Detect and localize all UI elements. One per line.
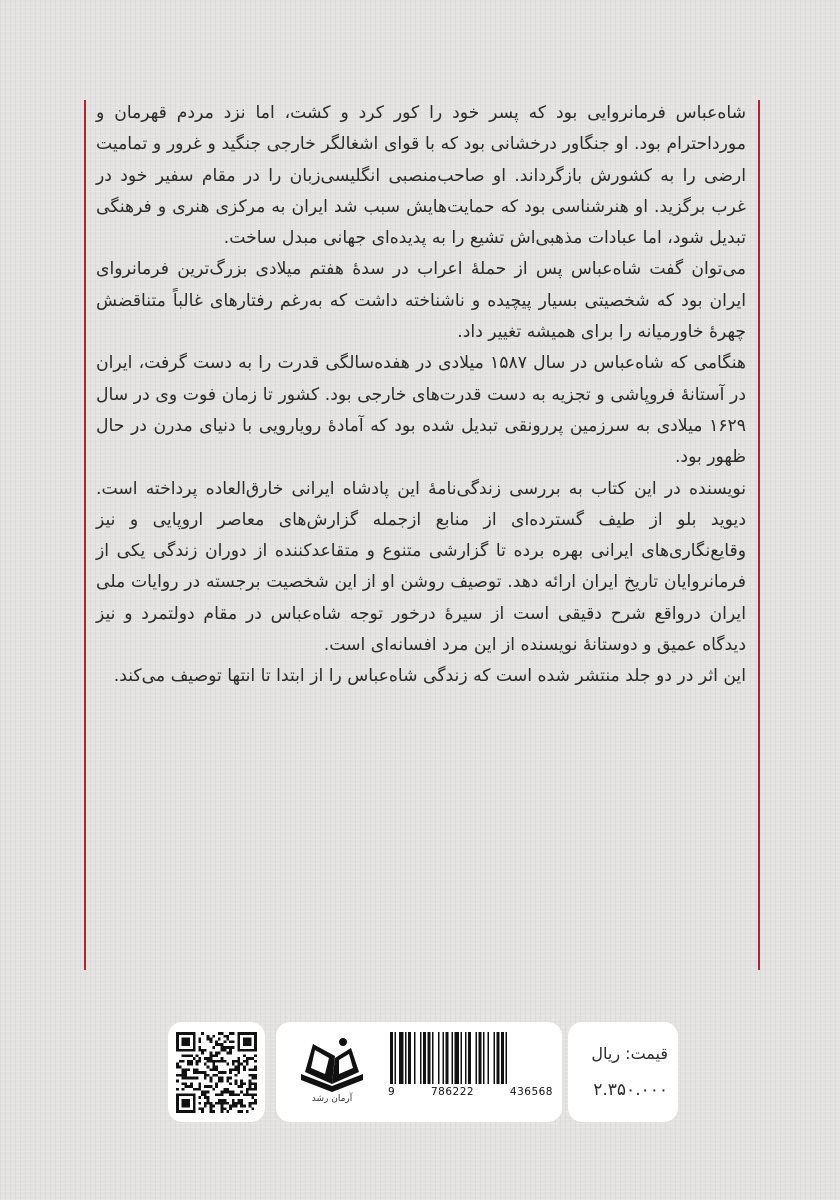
publisher-barcode-card: [276, 1022, 562, 1122]
paragraph-3: هنگامی که شاه‌عباس در سال ۱۵۸۷ میلادی در هفده‌سالگی قدرت را به دست گرفت، ایران در آستانهٔ فروپاشی و تجزیه به دست قدرت‌های خارجی بود. کشور تا زمان فوت وی در سال ۱۶۲۹ میلادی به سرزمین پررونقی تبدیل شده بود که آمادهٔ رویارویی با دنیای مدرن در حال ظهور بود.: [96, 353, 746, 468]
left-margin-rule: [84, 100, 86, 970]
isbn-prefix: 9: [388, 1086, 396, 1098]
isbn-group-2: 436568: [509, 1086, 553, 1098]
open-book-logo-icon: [295, 1034, 369, 1092]
publisher-logo: [286, 1034, 378, 1114]
price-label: قیمت: ریال: [591, 1044, 668, 1063]
price-card: [568, 1022, 678, 1122]
isbn-number: [388, 1086, 553, 1098]
qr-code-card: [168, 1022, 265, 1122]
right-margin-rule: [758, 100, 760, 970]
paragraph-2: می‌توان گفت شاه‌عباس پس از حملهٔ اعراب در سدهٔ هفتم میلادی بزرگ‌ترین فرمانروای ایران بود که شخصیتی بسیار پیچیده و ناشناخته داشت که به‌رغم رفتارهای غالباً متناقضش چهرهٔ خاورمیانه را برای همیشه تغییر داد.: [96, 259, 746, 343]
qr-code-icon: [176, 1032, 257, 1113]
price-value: ۲.۳۵۰.۰۰۰: [593, 1080, 668, 1100]
publisher-name: آرمان رشد: [311, 1094, 353, 1104]
paragraph-4: نویسنده در این کتاب به بررسی زندگی‌نامهٔ این پادشاه ایرانی خارق‌العاده پرداخته است. دیوید بلو از طیف گسترده‌ای از منابع ازجمله گزارش‌های معاصر اروپایی و نیز وقایع‌نگاری‌های ایرانی بهره برده تا گزارشی متنوع و متقاعدکننده از دوران زندگی یکی از فرمانروایان تاریخ ایران ارائه دهد. توصیف روشن او از این شخصیت برجسته در روایات ملی ایران درواقع شرح دقیقی است از سیرهٔ درخور توجه شاه‌عباس در مقام دولتمرد و نیز دیدگاه عمیق و دوستانهٔ نویسنده از این مرد افسانه‌ای است.: [96, 478, 746, 656]
isbn-barcode: [388, 1032, 553, 1084]
blurb-text: [96, 98, 746, 693]
paragraph-5: این اثر در دو جلد منتشر شده است که زندگی شاه‌عباس را از ابتدا تا انتها توصیف می‌کند.: [113, 666, 746, 687]
isbn-group-1: 786222: [431, 1086, 475, 1098]
paragraph-1: شاه‌عباس فرمانروایی بود که پسر خود را کور کرد و کشت، اما نزد مردم قهرمان و مورداحترام بود. او جنگاور درخشانی بود که با قوای اشغالگر خارجی جنگید و غرور و تمامیت ارضی را به کشورش بازگرداند. او صاحب‌منصبی انگلیسی‌زبان را در مقام سفیر خود در غرب برگزید. او هنرشناسی بود که حمایت‌هایش سبب شد ایران به مرکزی هنری و فرهنگی تبدیل شود، اما عبادات مذهبی‌اش تشیع را به پدیده‌ای جهانی مبدل ساخت.: [96, 103, 746, 249]
